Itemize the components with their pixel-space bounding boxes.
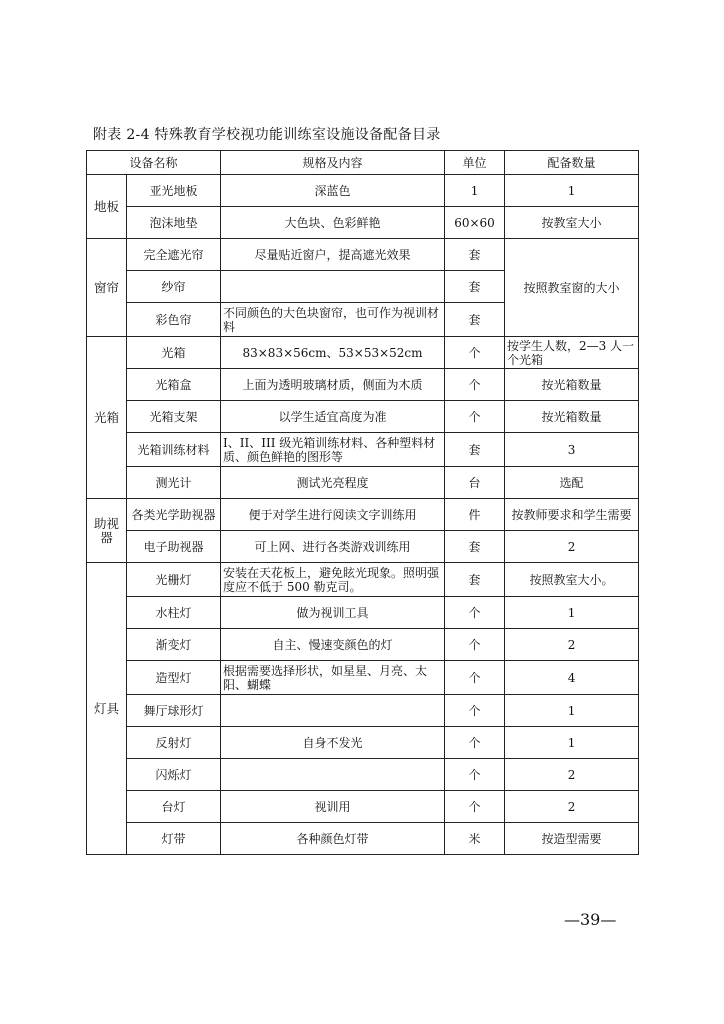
item-qty: 按光箱数量 (505, 369, 639, 401)
header-spec: 规格及内容 (221, 151, 445, 175)
item-spec: 尽量贴近窗户，提高遮光效果 (221, 239, 445, 271)
item-qty: 2 (505, 791, 639, 823)
item-spec: 测试光亮程度 (221, 467, 445, 499)
equipment-table (86, 150, 639, 855)
item-spec (221, 271, 445, 303)
table-row (87, 791, 639, 823)
table-row (87, 727, 639, 759)
table-row (87, 499, 639, 531)
table-row (87, 597, 639, 629)
item-name: 纱帘 (127, 271, 221, 303)
category-lightbox: 光箱 (87, 337, 127, 499)
item-spec: 83×83×56cm、53×53×52cm (221, 337, 445, 369)
item-name: 渐变灯 (127, 629, 221, 661)
table-row (87, 563, 639, 597)
item-spec: 自身不发光 (221, 727, 445, 759)
page-number: —39— (564, 910, 617, 929)
item-qty: 1 (505, 175, 639, 207)
item-unit: 个 (445, 597, 505, 629)
table-row (87, 823, 639, 855)
item-qty: 3 (505, 433, 639, 467)
item-unit: 个 (445, 695, 505, 727)
item-qty: 1 (505, 597, 639, 629)
item-unit: 60×60 (445, 207, 505, 239)
category-aid: 助视器 (87, 499, 127, 563)
table-row (87, 239, 639, 271)
item-qty: 2 (505, 531, 639, 563)
item-unit: 套 (445, 531, 505, 563)
item-name: 各类光学助视器 (127, 499, 221, 531)
item-name: 泡沫地垫 (127, 207, 221, 239)
item-name: 测光计 (127, 467, 221, 499)
header-qty: 配备数量 (505, 151, 639, 175)
item-unit: 套 (445, 433, 505, 467)
item-spec: 便于对学生进行阅读文字训练用 (221, 499, 445, 531)
item-spec (221, 759, 445, 791)
item-qty: 按教师要求和学生需要 (505, 499, 639, 531)
item-qty: 按光箱数量 (505, 401, 639, 433)
item-spec: 视训用 (221, 791, 445, 823)
item-qty: 按造型需要 (505, 823, 639, 855)
item-unit: 米 (445, 823, 505, 855)
item-name: 灯带 (127, 823, 221, 855)
item-unit: 个 (445, 759, 505, 791)
table-row (87, 433, 639, 467)
item-name: 闪烁灯 (127, 759, 221, 791)
item-spec: 各种颜色灯带 (221, 823, 445, 855)
table-row (87, 207, 639, 239)
table-row (87, 467, 639, 499)
item-spec: 自主、慢速变颜色的灯 (221, 629, 445, 661)
table-row (87, 175, 639, 207)
table-row (87, 401, 639, 433)
category-lamp: 灯具 (87, 563, 127, 855)
item-unit: 套 (445, 239, 505, 271)
item-unit: 1 (445, 175, 505, 207)
table-row (87, 369, 639, 401)
item-spec: 做为视训工具 (221, 597, 445, 629)
item-name: 光箱 (127, 337, 221, 369)
item-qty: 2 (505, 759, 639, 791)
table-caption: 附表 2-4 特殊教育学校视功能训练室设施设备配备目录 (93, 127, 441, 143)
item-name: 彩色帘 (127, 303, 221, 337)
header-name: 设备名称 (87, 151, 221, 175)
item-name: 水柱灯 (127, 597, 221, 629)
item-qty: 按教室大小 (505, 207, 639, 239)
item-unit: 件 (445, 499, 505, 531)
item-unit: 套 (445, 303, 505, 337)
item-unit: 个 (445, 629, 505, 661)
item-name: 舞厅球形灯 (127, 695, 221, 727)
table-row (87, 759, 639, 791)
item-name: 电子助视器 (127, 531, 221, 563)
item-qty: 1 (505, 695, 639, 727)
item-name: 光栅灯 (127, 563, 221, 597)
item-unit: 个 (445, 369, 505, 401)
item-unit: 台 (445, 467, 505, 499)
table-row (87, 629, 639, 661)
item-qty: 1 (505, 727, 639, 759)
item-spec: 以学生适宜高度为准 (221, 401, 445, 433)
item-spec: 可上网、进行各类游戏训练用 (221, 531, 445, 563)
item-qty: 选配 (505, 467, 639, 499)
item-qty: 按照教室大小。 (505, 563, 639, 597)
item-qty: 4 (505, 661, 639, 695)
item-unit: 个 (445, 337, 505, 369)
header-unit: 单位 (445, 151, 505, 175)
item-spec: 安装在天花板上，避免眩光现象。照明强度应不低于 500 勒克司。 (221, 563, 445, 597)
category-curtain: 窗帘 (87, 239, 127, 337)
category-floor: 地板 (87, 175, 127, 239)
item-unit: 个 (445, 727, 505, 759)
item-name: 造型灯 (127, 661, 221, 695)
item-name: 光箱训练材料 (127, 433, 221, 467)
item-name: 光箱支架 (127, 401, 221, 433)
item-qty: 按学生人数，2—3 人一个光箱 (505, 337, 639, 369)
table-row (87, 531, 639, 563)
item-name: 完全遮光帘 (127, 239, 221, 271)
item-name: 反射灯 (127, 727, 221, 759)
item-unit: 个 (445, 791, 505, 823)
item-spec: 不同颜色的大色块窗帘，也可作为视训材料 (221, 303, 445, 337)
table-row (87, 337, 639, 369)
item-unit: 套 (445, 271, 505, 303)
item-name: 亚光地板 (127, 175, 221, 207)
item-spec: 大色块、色彩鲜艳 (221, 207, 445, 239)
item-spec: 深蓝色 (221, 175, 445, 207)
item-spec: I、II、III 级光箱训练材料、各种塑料材质、颜色鲜艳的图形等 (221, 433, 445, 467)
item-unit: 个 (445, 661, 505, 695)
item-unit: 套 (445, 563, 505, 597)
item-spec (221, 695, 445, 727)
item-name: 台灯 (127, 791, 221, 823)
table-header-row (87, 151, 639, 175)
item-spec: 根据需要选择形状，如星星、月亮、太阳、蝴蝶 (221, 661, 445, 695)
table-row (87, 661, 639, 695)
item-qty: 2 (505, 629, 639, 661)
table-row (87, 695, 639, 727)
item-name: 光箱盒 (127, 369, 221, 401)
item-unit: 个 (445, 401, 505, 433)
item-qty: 按照教室窗的大小 (505, 239, 639, 337)
item-spec: 上面为透明玻璃材质，侧面为木质 (221, 369, 445, 401)
